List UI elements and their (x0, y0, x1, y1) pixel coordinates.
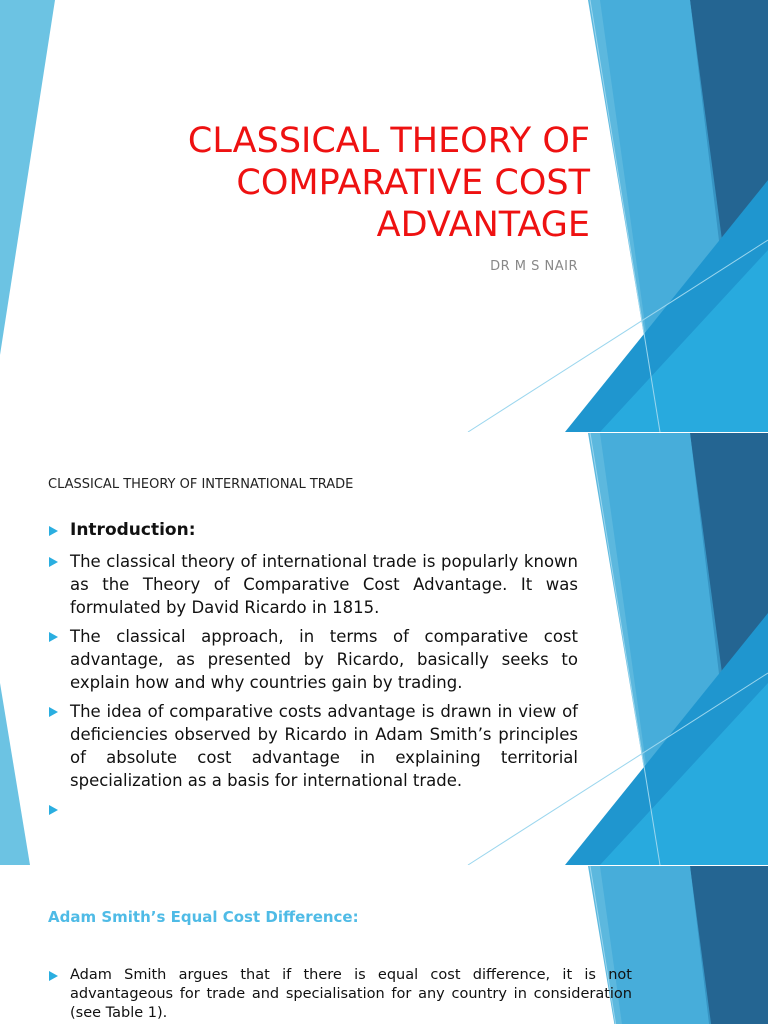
bullet-text: The idea of comparative costs advantage is drawn in view of deficiencies observed by Ricardo in Adam Smith’s principles of absolute cost advantage in explaining territorial specialization as a basis for international trade. (70, 702, 578, 790)
bullet-item (48, 966, 632, 1023)
bullet-item-empty (48, 798, 578, 818)
section-header: CLASSICAL THEORY OF INTERNATIONAL TRADE (48, 477, 354, 492)
title-slide (0, 0, 768, 432)
bullet-text: The classical approach, in terms of comparative cost advantage, as presented by Ricardo, basically seeks to explain how and why countries gain by trading. (70, 627, 578, 692)
bullet-text: Introduction: (70, 520, 196, 540)
bullet-arrow-icon (49, 526, 58, 536)
left-deco-shard (0, 0, 55, 355)
bullet-text: The classical theory of international trade is popularly known as the Theory of Comparative Cost Advantage. It was formulated by David Ricardo in 1815. (70, 552, 578, 617)
content-slide-partial (0, 866, 768, 1024)
bullet-text: Adam Smith argues that if there is equal cost difference, it is not advantageous for trade and specialisation for any country in consideration (see Table 1). (70, 967, 632, 1021)
bullet-arrow-icon (49, 632, 58, 642)
bullet-item (48, 700, 578, 792)
section-heading: Adam Smith’s Equal Cost Difference: (48, 908, 359, 926)
slide-subtitle: DR M S NAIR (490, 259, 578, 274)
left-deco-bottom (0, 683, 30, 865)
bullet-arrow-icon (49, 707, 58, 717)
bullet-arrow-icon (49, 805, 58, 815)
bullet-list (48, 519, 578, 824)
slide-title: CLASSICAL THEORY OF COMPARATIVE COST ADVANTAGE (187, 121, 590, 245)
content-slide (0, 433, 768, 865)
bullet-item (48, 519, 578, 542)
bullet-arrow-icon (49, 557, 58, 567)
bullet-arrow-icon (49, 971, 58, 981)
bullet-item (48, 550, 578, 619)
bullet-item (48, 625, 578, 694)
